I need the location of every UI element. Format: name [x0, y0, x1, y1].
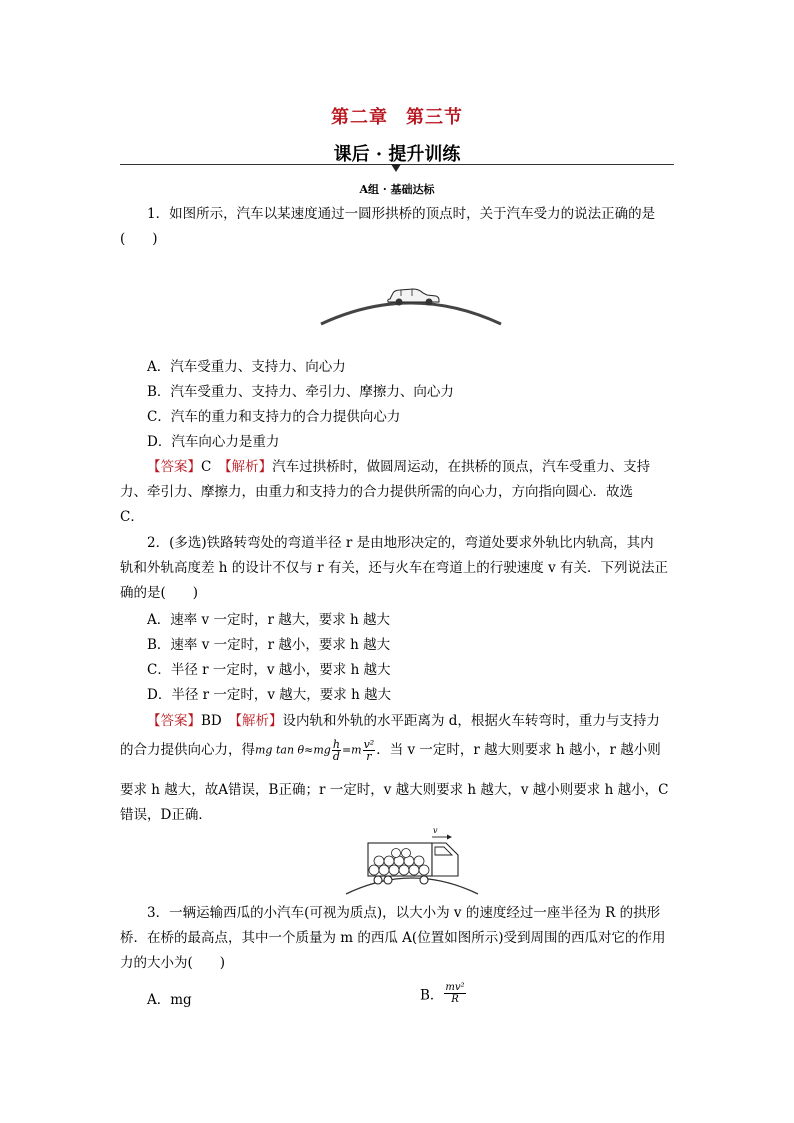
q2-analysis-2b: ．当 v 一定时，r 越大则要求 h 越小，r 越小则 — [376, 742, 661, 758]
q1-analysis-2: 力、牵引力、摩擦力，由重力和支持力的合力提供所需的向心力，方向指向圆心．故选 — [120, 484, 633, 500]
q3-stem-3: 力的大小为( ) — [120, 955, 226, 971]
q3-stem-1: 3．一辆运输西瓜的小汽车(可视为质点)，以大小为 v 的速度经过一座半径为 R 的拱形 — [147, 905, 661, 921]
q3-option-b — [420, 982, 467, 1005]
chapter-label: 第二章 — [331, 107, 388, 128]
q2-answer-line — [120, 709, 676, 734]
q2-stem-1: 2．(多选)铁路转弯处的弯道半径 r 是由地形决定的，弯道处要求外轨比内轨高，其内 — [147, 535, 654, 551]
q1-blank: ( ) — [120, 231, 158, 247]
formula-mid: =m — [341, 743, 362, 757]
frac2-denominator: r — [366, 750, 372, 763]
fraction-h-over-d — [332, 739, 341, 762]
velocity-arrow — [432, 835, 452, 840]
group-heading: A组 · 基础达标 — [359, 183, 435, 196]
q3-option-b-fraction — [444, 982, 465, 1005]
frac2-numerator: v² — [363, 738, 375, 751]
q2-analysis-2a: 的合力提供向心力，得 — [120, 742, 255, 758]
page-subtitle: 课后 · 提升训练 — [333, 144, 461, 165]
q1-answer-line — [120, 455, 676, 480]
frac1-denominator: d — [332, 750, 340, 763]
frac1-numerator: h — [332, 738, 340, 751]
q3-option-b-denominator: R — [451, 994, 459, 1005]
bridge-arch — [346, 878, 478, 894]
q1-option-b: B．汽车受重力、支持力、牵引力、摩擦力、向心力 — [147, 384, 454, 400]
q2-option-a: A．速率 v 一定时，r 越大，要求 h 越大 — [147, 612, 390, 628]
q1-option-c: C．汽车的重力和支持力的合力提供向心力 — [147, 409, 401, 425]
analysis-label: 【解析】 — [224, 459, 273, 475]
chapter-title — [0, 103, 794, 129]
fraction-v2-over-r — [363, 739, 376, 762]
divider-marker-icon — [391, 164, 401, 172]
bridge-car-figure — [315, 282, 507, 330]
q2-option-c: C．半径 r 一定时，v 越小，要求 h 越大 — [147, 662, 391, 678]
answer-label: 【答案】 — [147, 459, 201, 475]
q2-analysis-1: 设内轨和外轨的水平距离为 d，根据火车转弯时，重力与支持力 — [282, 713, 660, 729]
velocity-label: v — [433, 826, 438, 835]
q3-stem-2: 桥．在桥的最高点，其中一个质量为 m 的西瓜 A(位置如图所示)受到周围的西瓜对它的作用 — [120, 930, 666, 946]
q3-option-b-numerator: mv² — [445, 982, 465, 993]
section-label: 第三节 — [406, 107, 463, 128]
formula-left: mg tan θ≈mg — [255, 743, 331, 757]
q2-formula — [255, 739, 376, 762]
q2-analysis-4: 错误，D正确． — [120, 807, 212, 823]
q3-option-a: A．mg — [147, 992, 192, 1008]
q1-answer: C — [201, 459, 212, 475]
q2-answer: BD — [201, 713, 222, 729]
q2-option-d: D．半径 r 一定时，v 越大，要求 h 越大 — [147, 687, 392, 703]
q2-analysis-2 — [120, 738, 676, 763]
q1-analysis-3: C． — [120, 509, 144, 525]
q2-stem-2: 轨和外轨高度差 h 的设计不仅与 r 有关，还与火车在弯道上的行驶速度 v 有关．下列说法正 — [120, 560, 669, 576]
truck-watermelon-figure — [344, 826, 480, 896]
q2-analysis-3: 要求 h 越大，故A错误，B正确；r 一定时，v 越大则要求 h 越大，v 越小则要求 h 越小，C — [120, 782, 669, 798]
q1-analysis-1: 汽车过拱桥时，做圆周运动，在拱桥的顶点，汽车受重力、支持 — [272, 459, 651, 475]
q2-option-b: B．速率 v 一定时，r 越小，要求 h 越大 — [147, 637, 391, 653]
q1-stem: 1．如图所示，汽车以某速度通过一圆形拱桥的顶点时，关于汽车受力的说法正确的是 — [147, 206, 656, 222]
analysis-label: 【解析】 — [235, 713, 283, 729]
q3-option-b-label: B． — [420, 987, 444, 1004]
q1-option-a: A．汽车受重力、支持力、向心力 — [147, 359, 346, 375]
arch-bridge — [321, 303, 501, 324]
answer-label: 【答案】 — [147, 713, 201, 729]
q1-option-d: D．汽车向心力是重力 — [147, 434, 280, 450]
q2-stem-3: 确的是( ) — [120, 585, 199, 601]
